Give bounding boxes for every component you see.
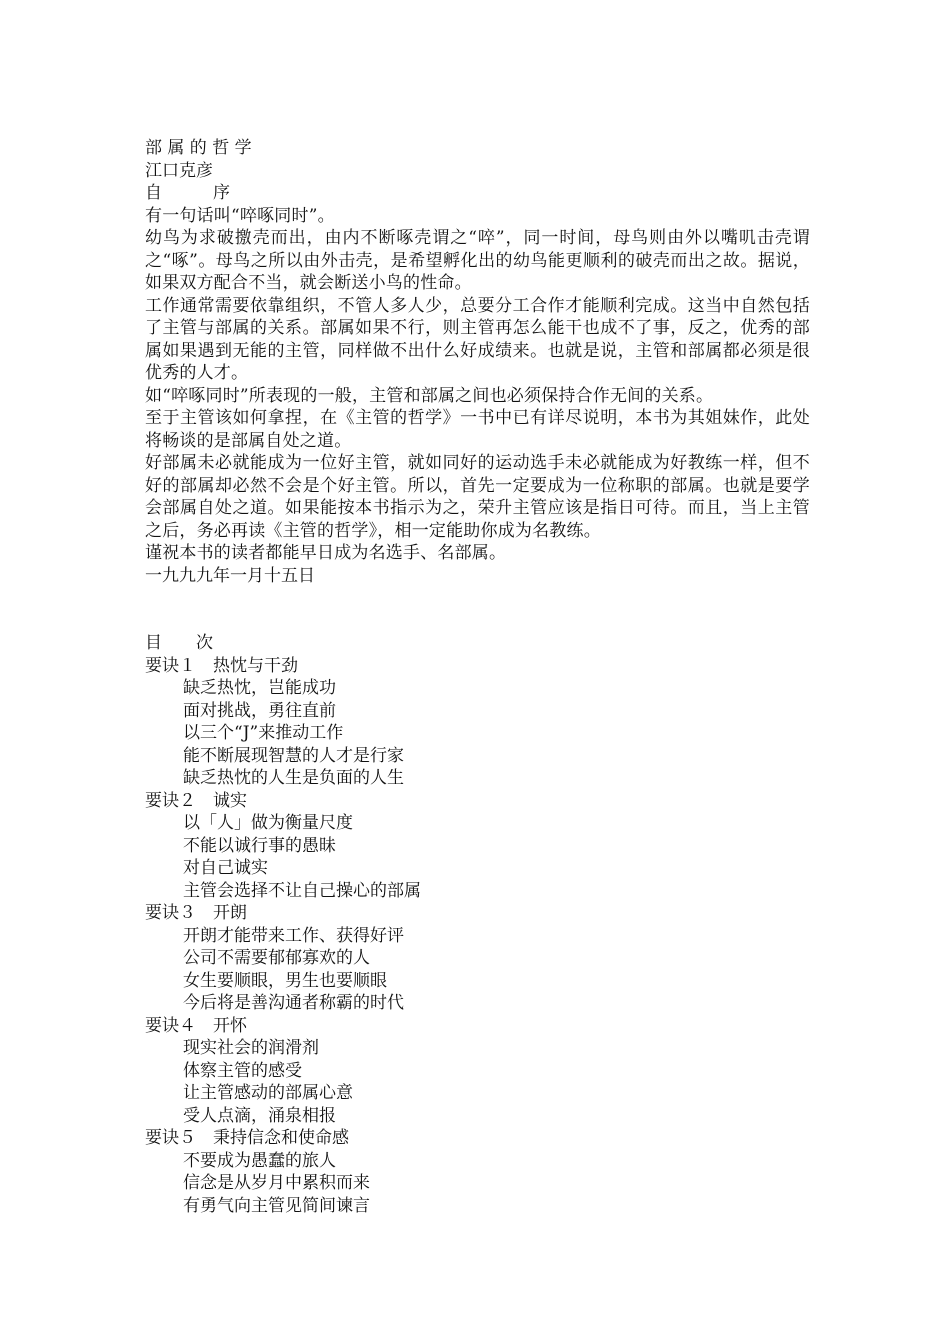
toc-item[interactable]: 今后将是善沟通者称霸的时代 [183, 993, 404, 1013]
book-title: 部 属 的 哲 学 [145, 138, 252, 158]
preface-body [145, 205, 810, 565]
toc-item[interactable]: 主管会选择不让自己操心的部属 [183, 880, 421, 901]
toc-item[interactable]: 开朗才能带来工作、获得好评 [183, 925, 404, 946]
preface-paragraph: 有一句话叫“啐啄同时”。 [145, 205, 335, 226]
section-gap [145, 587, 810, 632]
toc-item[interactable]: 能不断展现智慧的人才是行家 [183, 745, 404, 766]
preface-paragraph: 如“啐啄同时”所表现的一般，主管和部属之间也必须保持合作无间的关系。 [145, 385, 714, 406]
toc-section-title[interactable]: 要诀５ 秉持信念和使命感 [145, 1128, 349, 1148]
toc-section-title[interactable]: 要诀４ 开怀 [145, 1015, 247, 1036]
toc-item[interactable]: 缺乏热忱，岂能成功 [183, 678, 336, 698]
toc-item[interactable]: 对自己诚实 [183, 858, 268, 878]
toc-section-title[interactable]: 要诀１ 热忱与干劲 [145, 655, 298, 676]
preface-paragraph: 至于主管该如何拿捏，在《主管的哲学》一书中已有详尽说明，本书为其姐妹作，此处将畅谈的是部属自处之道。 [145, 408, 810, 451]
preface-heading: 自 序 [145, 183, 230, 203]
preface-date: 一九九九年一月十五日 [145, 565, 315, 586]
toc-item[interactable]: 公司不需要郁郁寡欢的人 [183, 948, 370, 968]
toc-item[interactable]: 有勇气向主管见简间谏言 [183, 1195, 370, 1216]
toc-item[interactable]: 女生要顺眼，男生也要顺眼 [183, 970, 387, 991]
toc-item[interactable]: 受人点滴，涌泉相报 [183, 1105, 336, 1126]
document-page [145, 137, 810, 1217]
book-author: 江口克彦 [145, 160, 213, 181]
toc-item[interactable]: 让主管感动的部属心意 [183, 1083, 353, 1103]
toc-item[interactable]: 不要成为愚蠢的旅人 [183, 1150, 336, 1171]
table-of-contents [145, 655, 810, 1218]
toc-item[interactable]: 以「人」做为衡量尺度 [183, 813, 353, 833]
toc-section-title[interactable]: 要诀２ 诚实 [145, 790, 247, 811]
toc-item[interactable]: 体察主管的感受 [183, 1060, 302, 1081]
preface-paragraph: 好部属未必就能成为一位好主管，就如同好的运动选手未必就能成为好教练一样，但不好的部属却必然不会是个好主管。所以，首先一定要成为一位称职的部属。也就是要学会部属自处之道。如果能按本书指示为之，荣升主管应该是指日可待。而且，当上主管之后，务必再读《主管的哲学》，相一定能助你成为名教练。 [145, 453, 810, 541]
preface-paragraph: 谨祝本书的读者都能早日成为名选手、名部属。 [145, 543, 507, 563]
toc-item[interactable]: 以三个“J”来推动工作 [183, 723, 344, 743]
toc-item[interactable]: 不能以诚行事的愚昧 [183, 835, 336, 856]
toc-item[interactable]: 信念是从岁月中累积而来 [183, 1173, 370, 1193]
preface-paragraph: 幼鸟为求破撽壳而出，由内不断啄壳谓之“啐”，同一时间，母鸟则由外以嘴叽击壳谓之“啄”。母鸟之所以由外击壳，是希望孵化出的幼鸟能更顺利的破壳而出之故。据说，如果双方配合不当，就会断送小鸟的性命。 [145, 228, 810, 293]
toc-item[interactable]: 缺乏热忱的人生是负面的人生 [183, 768, 404, 788]
toc-item[interactable]: 现实社会的润滑剂 [183, 1038, 319, 1058]
toc-section-title[interactable]: 要诀３ 开朗 [145, 903, 247, 923]
toc-heading: 目 次 [145, 633, 213, 653]
preface-paragraph: 工作通常需要依靠组织，不管人多人少，总要分工合作才能顺利完成。这当中自然包括了主管与部属的关系。部属如果不行，则主管再怎么能干也成不了事，反之，优秀的部属如果遇到无能的主管，同样做不出什么好成绩来。也就是说，主管和部属都必须是很优秀的人才。 [145, 295, 810, 383]
toc-item[interactable]: 面对挑战，勇往直前 [183, 700, 336, 721]
